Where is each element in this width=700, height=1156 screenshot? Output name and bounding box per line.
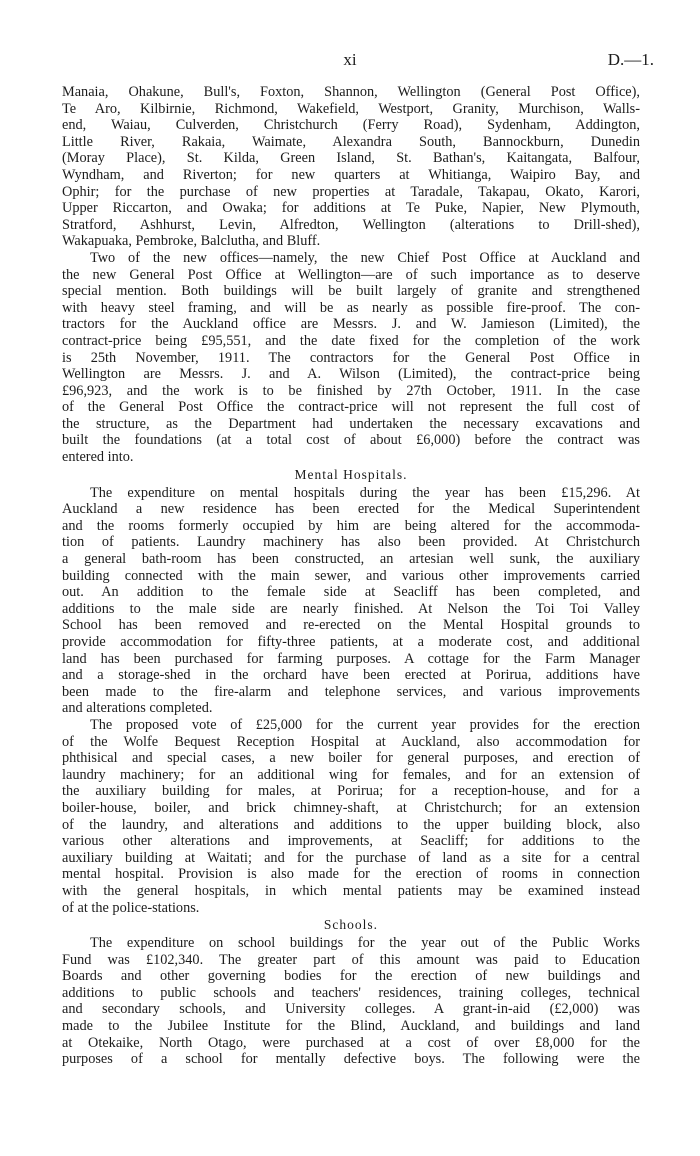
text-line: The proposed vote of £25,000 for the current year provides for the erection: [90, 716, 640, 733]
text-line: of at the police-stations.: [62, 899, 200, 916]
text-line: at Otekaike, North Otago, were purchased at a cost of over £8,000 for the: [62, 1034, 640, 1051]
text-line: mental hospital. Provision is also made for the erection of rooms in connection: [62, 866, 640, 883]
paragraph: [62, 485, 640, 717]
page-header: [0, 50, 700, 72]
paragraph: [62, 935, 640, 1068]
text-line: Wellington are Messrs. J. and A. Wilson (Limited), the contract-price being: [62, 366, 640, 383]
page-number: xi: [343, 50, 357, 69]
text-line: with heavy steel framing, and will be as nearly as possible fire-proof. The con-: [62, 299, 640, 316]
text-line: tractors for the Auckland office are Messrs. J. and W. Jamieson (Limited), the: [62, 316, 640, 333]
text-line: Wakapuaka, Pembroke, Balclutha, and Bluff.: [62, 233, 321, 250]
text-line: made to the Jubilee Institute for the Blind, Auckland, and buildings and land: [62, 1018, 640, 1035]
section-heading: Mental Hospitals.: [294, 466, 408, 482]
text-line: The expenditure on school buildings for the year out of the Public Works: [90, 935, 640, 952]
text-line: The expenditure on mental hospitals during the year has been £15,296. At: [90, 484, 640, 501]
text-line: additions to public schools and teachers' residences, training colleges, technical: [62, 984, 640, 1001]
text-line: a general bath-room has been constructed, an artesian well sunk, the auxiliary: [62, 551, 640, 568]
paragraph: [62, 250, 640, 466]
text-line: £96,923, and the work is to be finished by 27th October, 1911. In the case: [62, 382, 640, 399]
text-line: with the general hospitals, in which mental patients may be examined instead: [62, 882, 640, 899]
text-line: purposes of a school for mentally defective boys. The following were the: [62, 1051, 640, 1068]
document-reference: D.—1.: [607, 50, 654, 69]
text-line: Two of the new offices—namely, the new Chief Post Office at Auckland and: [90, 249, 640, 266]
text-line: special mention. Both buildings will be built largely of granite and strengthened: [62, 283, 640, 300]
text-line: building connected with the main sewer, and various other improvements carried: [62, 567, 640, 584]
text-line: Auckland a new residence has been erected for the Medical Superintendent: [62, 501, 640, 518]
text-line: boiler-house, boiler, and brick chimney-shaft, at Christchurch; for an extension: [62, 799, 640, 816]
text-line: and secondary schools, and University colleges. A grant-in-aid (£2,000) was: [62, 1001, 640, 1018]
text-line: School has been removed and re-erected on the Mental Hospital grounds to: [62, 617, 640, 634]
text-line: the structure, as the Department had undertaken the necessary excavations and: [62, 415, 640, 432]
text-line: laundry machinery; for an additional wing for females, and for an extension of: [62, 766, 640, 783]
text-line: Ophir; for the purchase of new properties at Taradale, Takapau, Okato, Karori,: [62, 183, 640, 200]
text-line: Little River, Rakaia, Waimate, Alexandra South, Bannockburn, Dunedin: [62, 133, 640, 150]
text-line: Manaia, Ohakune, Bull's, Foxton, Shannon, Wellington (General Post Office),: [62, 84, 640, 100]
text-line: Upper Riccarton, and Owaka; for additions at Te Puke, Napier, New Plymouth,: [62, 200, 640, 217]
text-line: been made to the fire-alarm and telephone services, and various improvements: [62, 683, 640, 700]
text-line: additions to the male side are nearly finished. At Nelson the Toi Toi Valley: [62, 600, 640, 617]
text-line: various other alterations and improvements, at Seacliff; for additions to the: [62, 833, 640, 850]
text-line: the auxiliary building for males, at Porirua; for a reception-house, and for a: [62, 783, 640, 800]
text-line: and alterations completed.: [62, 700, 213, 717]
text-line: of the Wolfe Bequest Reception Hospital at Auckland, also accommodation for: [62, 733, 640, 750]
text-line: and the rooms formerly occupied by him are being altered for the accommoda-: [62, 517, 640, 534]
section-heading: Schools.: [323, 917, 379, 933]
text-line: of the General Post Office the contract-price will not represent the full cost of: [62, 399, 640, 416]
document-body: [62, 84, 640, 1068]
paragraph: [62, 84, 640, 250]
text-line: out. An addition to the female side at Seacliff has been completed, and: [62, 584, 640, 601]
text-line: tion of patients. Laundry machinery has also been provided. At Christchurch: [62, 534, 640, 551]
text-line: Boards and other governing bodies for the erection of new buildings and: [62, 968, 640, 985]
text-line: built the foundations (at a total cost of about £6,000) before the contract was: [62, 432, 640, 449]
text-line: Wyndham, and Riverton; for new quarters at Whitianga, Waipiro Bay, and: [62, 166, 640, 183]
text-line: land has been purchased for farming purposes. A cottage for the Farm Manager: [62, 650, 640, 667]
text-line: Te Aro, Kilbirnie, Richmond, Wakefield, Westport, Granity, Murchison, Walls-: [62, 100, 640, 117]
text-line: the new General Post Office at Wellington—are of such importance as to deserve: [62, 266, 640, 283]
text-line: provide accommodation for fifty-three patients, at a moderate cost, and additional: [62, 634, 640, 650]
text-line: entered into.: [62, 449, 134, 466]
paragraph: [62, 717, 640, 916]
text-line: Stratford, Ashhurst, Levin, Alfredton, Wellington (alterations to Drill-shed),: [62, 216, 640, 233]
text-line: and a storage-shed in the orchard have been erected at Porirua, additions have: [62, 667, 640, 684]
text-line: is 25th November, 1911. The contractors for the General Post Office in: [62, 349, 640, 366]
text-line: (Moray Place), St. Kilda, Green Island, St. Bathan's, Kaitangata, Balfour,: [62, 150, 640, 167]
text-line: phthisical and special cases, a new boiler for general purposes, and erection of: [62, 750, 640, 767]
text-line: auxiliary building at Waitati; and for the purchase of land as a site for a central: [62, 849, 640, 866]
text-line: Fund was £102,340. The greater part of this amount was paid to Education: [62, 951, 640, 968]
text-line: contract-price being £95,551, and the date fixed for the completion of the work: [62, 332, 640, 349]
text-line: end, Waiau, Culverden, Christchurch (Ferry Road), Sydenham, Addington,: [62, 117, 640, 134]
text-line: of the laundry, and alterations and additions to the upper building block, also: [62, 816, 640, 833]
